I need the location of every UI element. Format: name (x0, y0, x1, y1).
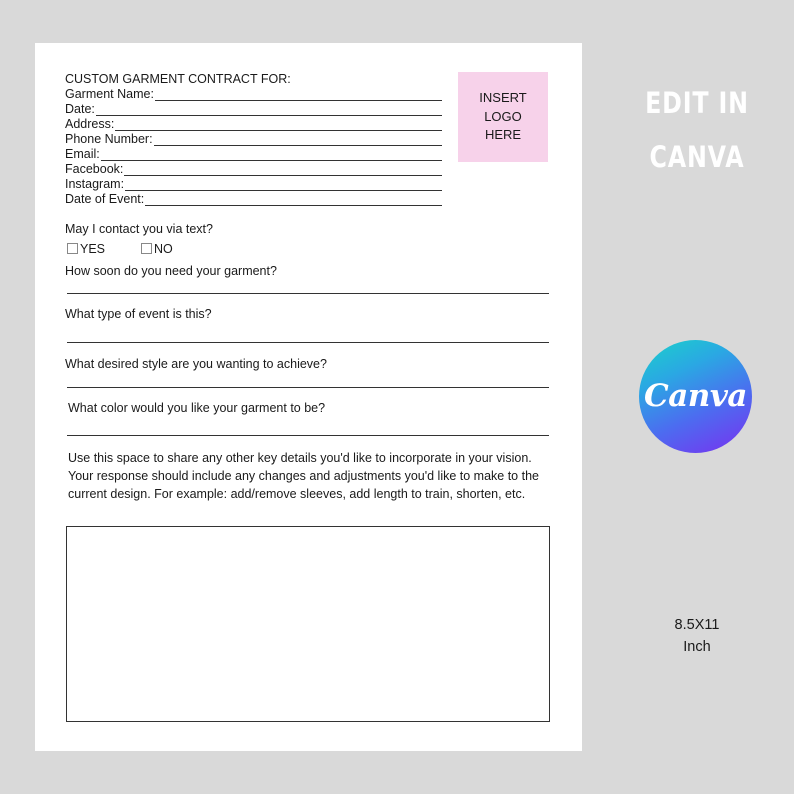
address-field[interactable] (65, 117, 442, 132)
event-date-line (145, 205, 442, 206)
canva-logo-text: Canva (644, 377, 747, 414)
instagram-label: Instagram: (65, 177, 125, 191)
facebook-field[interactable] (65, 162, 442, 177)
event-type-answer-line[interactable] (67, 342, 549, 343)
garment-name-field[interactable] (65, 87, 442, 102)
instagram-line (125, 190, 442, 191)
how-soon-question: How soon do you need your garment? (65, 264, 277, 278)
email-field[interactable] (65, 147, 442, 162)
no-label: NO (154, 242, 173, 256)
event-date-label: Date of Event: (65, 192, 145, 206)
size-unit: Inch (683, 639, 711, 655)
logo-placeholder (458, 72, 548, 162)
yes-label: YES (80, 242, 106, 256)
edit-in-heading: EDIT IN (645, 86, 749, 120)
logo-placeholder-line3: HERE (484, 127, 522, 143)
details-paragraph: Use this space to share any other key details you'd like to incorporate in your vision. Your response should include any changes and adjustments you'd like to make to the current design. For example: add/remove sleeves, add length to train, shorten, etc. (68, 451, 539, 501)
address-label: Address: (65, 117, 115, 131)
no-checkbox[interactable] (141, 243, 152, 254)
form-title: CUSTOM GARMENT CONTRACT FOR: (65, 72, 291, 86)
details-textarea[interactable] (66, 526, 550, 722)
size-dimensions: 8.5X11 (674, 617, 720, 633)
email-label: Email: (65, 147, 100, 161)
date-line (96, 115, 442, 116)
how-soon-answer-line[interactable] (67, 293, 549, 294)
style-answer-line[interactable] (67, 387, 549, 388)
contract-page (35, 43, 582, 751)
facebook-label: Facebook: (65, 162, 124, 176)
event-type-question: What type of event is this? (65, 307, 212, 321)
address-line (115, 130, 442, 131)
phone-label: Phone Number: (65, 132, 153, 146)
logo-placeholder-line1: INSERT (479, 90, 527, 106)
event-date-field[interactable] (65, 192, 442, 207)
canva-logo (639, 340, 752, 453)
date-label: Date: (65, 102, 95, 116)
yes-option[interactable] (67, 242, 105, 257)
color-answer-line[interactable] (67, 435, 549, 436)
color-question: What color would you like your garment to be? (68, 401, 326, 415)
date-field[interactable] (65, 102, 442, 117)
canva-heading: CANVA (649, 140, 745, 174)
yes-checkbox[interactable] (67, 243, 78, 254)
logo-placeholder-line2: LOGO (484, 108, 522, 124)
garment-name-label: Garment Name: (65, 87, 154, 101)
email-line (101, 160, 442, 161)
contact-question: May I contact you via text? (65, 222, 213, 236)
facebook-line (124, 175, 442, 176)
instagram-field[interactable] (65, 177, 442, 192)
garment-name-line (155, 100, 442, 101)
phone-line (154, 145, 442, 146)
no-option[interactable] (141, 242, 173, 257)
style-question: What desired style are you wanting to achieve? (65, 357, 327, 371)
phone-field[interactable] (65, 132, 442, 147)
